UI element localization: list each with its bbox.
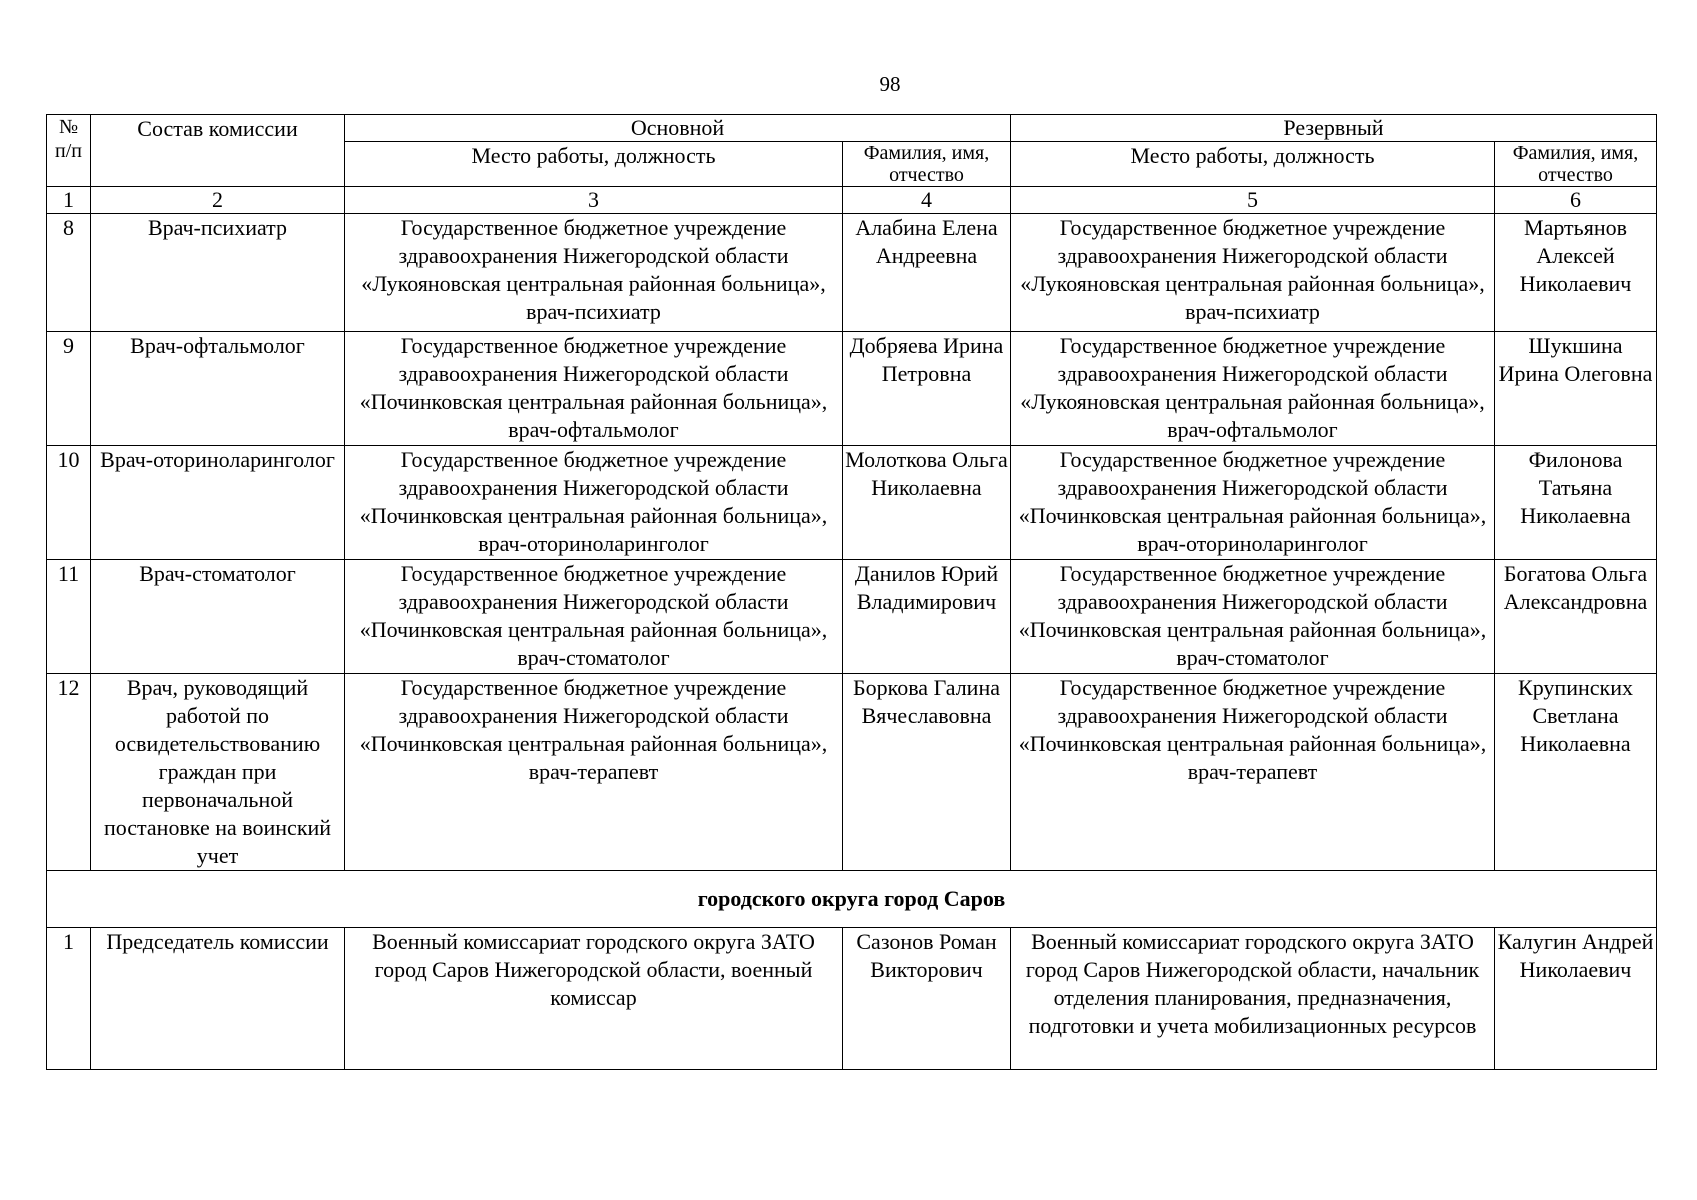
header-reserve-fio: Фамилия, имя, отчество [1495,142,1657,187]
header-main: Основной [345,115,1011,142]
row-number: 12 [47,674,91,871]
row-number: 11 [47,560,91,674]
row-number: 1 [47,928,91,1070]
row-reserve-workplace: Государственное бюджетное учреждение здравоохранения Нижегородской области «Лукояновская центральная районная больница», врач-психиатр [1011,214,1495,332]
table-row [47,928,1657,1070]
header-main-fio: Фамилия, имя, отчество [843,142,1011,187]
row-number: 9 [47,332,91,446]
row-reserve-name: Калугин Андрей Николаевич [1495,928,1657,1070]
row-main-name: Сазонов Роман Викторович [843,928,1011,1070]
row-main-workplace: Государственное бюджетное учреждение здравоохранения Нижегородской области «Починковская центральная районная больница», врач-оториноларинголог [345,446,843,560]
row-role: Врач-офтальмолог [91,332,345,446]
table-row [47,560,1657,674]
table-row [47,214,1657,332]
column-index-row [47,187,1657,214]
header-num: № п/п [47,115,91,187]
table-row [47,332,1657,446]
row-main-name: Добряева Ирина Петровна [843,332,1011,446]
row-main-name: Боркова Галина Вячеславовна [843,674,1011,871]
row-reserve-name: Мартьянов Алексей Николаевич [1495,214,1657,332]
row-role: Председатель комиссии [91,928,345,1070]
row-main-name: Алабина Елена Андреевна [843,214,1011,332]
table-row [47,446,1657,560]
row-main-workplace: Государственное бюджетное учреждение здравоохранения Нижегородской области «Починковская центральная районная больница», врач-стоматолог [345,560,843,674]
page-number: 98 [879,72,901,96]
column-index: 2 [91,187,345,214]
row-reserve-workplace: Государственное бюджетное учреждение здравоохранения Нижегородской области «Починковская центральная районная больница», врач-терапевт [1011,674,1495,871]
header-reserve: Резервный [1011,115,1657,142]
row-role: Врач, руководящий работой по освидетельствованию граждан при первоначальной постановке на воинский учет [91,674,345,871]
section-heading-row [47,871,1657,928]
row-number: 8 [47,214,91,332]
row-reserve-workplace: Государственное бюджетное учреждение здравоохранения Нижегородской области «Лукояновская центральная районная больница», врач-офтальмолог [1011,332,1495,446]
row-main-name: Данилов Юрий Владимирович [843,560,1011,674]
row-main-workplace: Военный комиссариат городского округа ЗАТО город Саров Нижегородской области, военный комиссар [345,928,843,1070]
column-index: 6 [1495,187,1657,214]
header-composition: Состав комиссии [91,115,345,187]
header-main-workplace: Место работы, должность [345,142,843,187]
row-reserve-name: Богатова Ольга Александровна [1495,560,1657,674]
row-main-workplace: Государственное бюджетное учреждение здравоохранения Нижегородской области «Починковская центральная районная больница», врач-офтальмолог [345,332,843,446]
row-reserve-name: Крупинских Светлана Николаевна [1495,674,1657,871]
row-main-workplace: Государственное бюджетное учреждение здравоохранения Нижегородской области «Починковская центральная районная больница», врач-терапевт [345,674,843,871]
column-index: 4 [843,187,1011,214]
table-row [47,674,1657,871]
header-reserve-workplace: Место работы, должность [1011,142,1495,187]
column-index: 1 [47,187,91,214]
row-reserve-workplace: Военный комиссариат городского округа ЗАТО город Саров Нижегородской области, начальник отделения планирования, предназначения, подготовки и учета мобилизационных ресурсов [1011,928,1495,1070]
commission-table [46,114,1657,1070]
row-role: Врач-стоматолог [91,560,345,674]
row-number: 10 [47,446,91,560]
header-row-group [47,115,1657,142]
row-reserve-name: Шукшина Ирина Олеговна [1495,332,1657,446]
row-main-workplace: Государственное бюджетное учреждение здравоохранения Нижегородской области «Лукояновская центральная районная больница», врач-психиатр [345,214,843,332]
column-index: 5 [1011,187,1495,214]
row-reserve-workplace: Государственное бюджетное учреждение здравоохранения Нижегородской области «Починковская центральная районная больница», врач-оториноларинголог [1011,446,1495,560]
row-main-name: Молоткова Ольга Николаевна [843,446,1011,560]
row-reserve-workplace: Государственное бюджетное учреждение здравоохранения Нижегородской области «Починковская центральная районная больница», врач-стоматолог [1011,560,1495,674]
row-role: Врач-оториноларинголог [91,446,345,560]
row-reserve-name: Филонова Татьяна Николаевна [1495,446,1657,560]
column-index: 3 [345,187,843,214]
row-role: Врач-психиатр [91,214,345,332]
section-title: городского округа город Саров [47,871,1657,928]
